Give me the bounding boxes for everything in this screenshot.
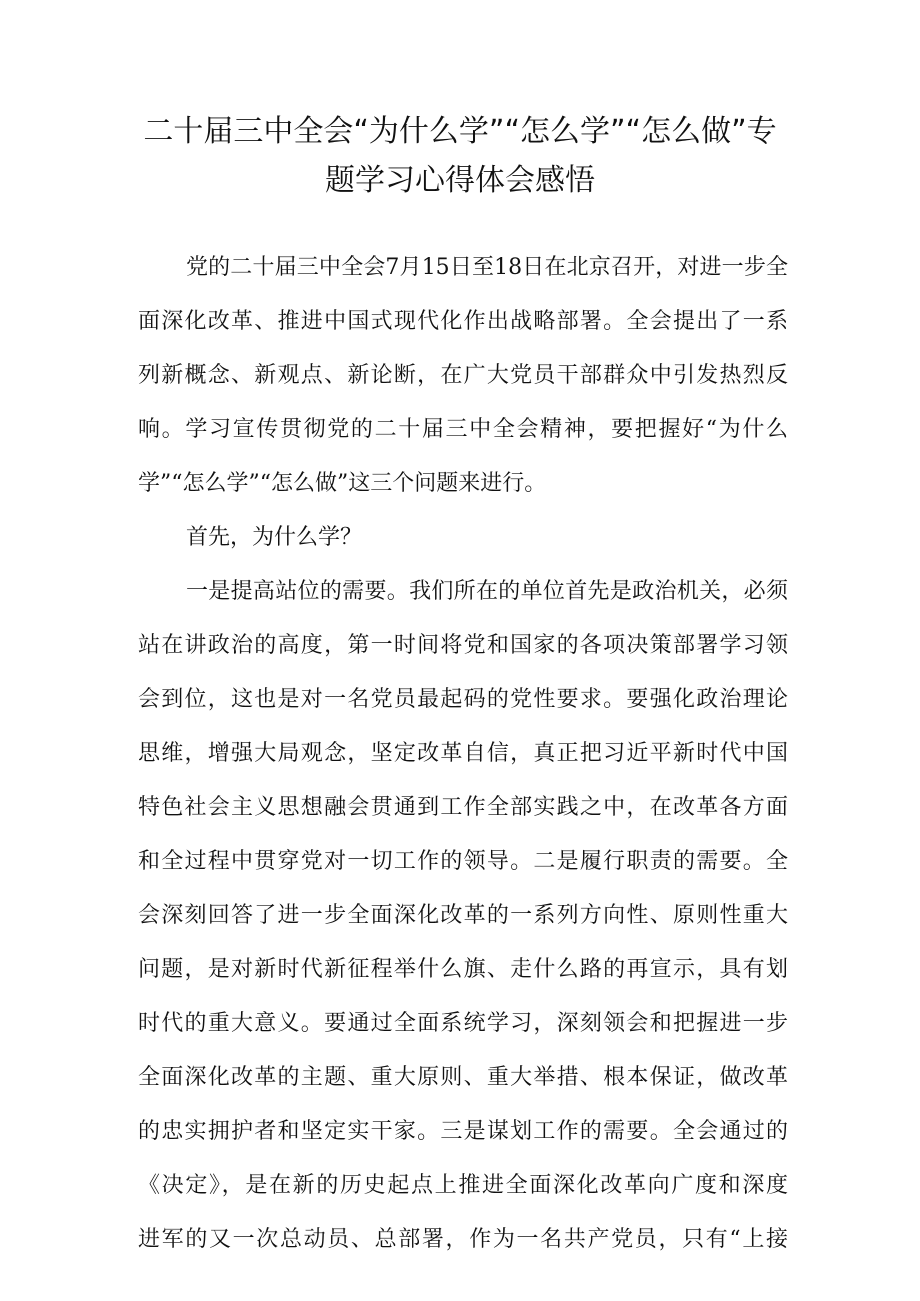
paragraph-line: 的忠实拥护者和坚定实干家。三是谋划工作的需要。全会通过的 <box>138 1119 788 1144</box>
paragraph-line: 《决定》，是在新的历史起点上推进全面深化改革向广度和深度 <box>138 1173 788 1198</box>
paragraph-line: 党的二十届三中全会7月15日至18日在北京召开，对进一步全 <box>186 255 788 280</box>
paragraph-line: 面深化改革、推进中国式现代化作出战略部署。全会提出了一系 <box>138 309 788 334</box>
paragraph-line: 思维，增强大局观念，坚定改革自信，真正把习近平新时代中国 <box>138 741 788 766</box>
paragraph-line: 和全过程中贯穿党对一切工作的领导。二是履行职责的需要。全 <box>138 849 788 874</box>
paragraph-line: 时代的重大意义。要通过全面系统学习，深刻领会和把握进一步 <box>138 1011 788 1036</box>
paragraph-line: 站在讲政治的高度，第一时间将党和国家的各项决策部署学习领 <box>138 633 788 658</box>
paragraph-line: 全面深化改革的主题、重大原则、重大举措、根本保证，做改革 <box>138 1065 788 1090</box>
document-title-line-2: 题学习心得体会感悟 <box>325 163 595 198</box>
paragraph-line: 会到位，这也是对一名党员最起码的党性要求。要强化政治理论 <box>138 687 788 712</box>
paragraph-line: 列新概念、新观点、新论断，在广大党员干部群众中引发热烈反 <box>138 363 788 388</box>
paragraph-line: 特色社会主义思想融会贯通到工作全部实践之中，在改革各方面 <box>138 795 788 820</box>
paragraph-line: 一是提高站位的需要。我们所在的单位首先是政治机关，必须 <box>186 579 788 604</box>
paragraph-line: 学”“怎么学”“怎么做”这三个问题来进行。 <box>138 471 547 496</box>
document-title-line-1: 二十届三中全会“为什么学”“怎么学”“怎么做”专 <box>143 114 777 149</box>
paragraph-line: 问题，是对新时代新征程举什么旗、走什么路的再宣示，具有划 <box>138 957 788 982</box>
section-heading: 首先，为什么学？ <box>186 525 363 550</box>
paragraph-line: 会深刻回答了进一步全面深化改革的一系列方向性、原则性重大 <box>138 903 788 928</box>
paragraph-line: 响。学习宣传贯彻党的二十届三中全会精神，要把握好“为什么 <box>138 417 788 442</box>
paragraph-line: 进军的又一次总动员、总部署，作为一名共产党员，只有“上接 <box>138 1227 788 1252</box>
